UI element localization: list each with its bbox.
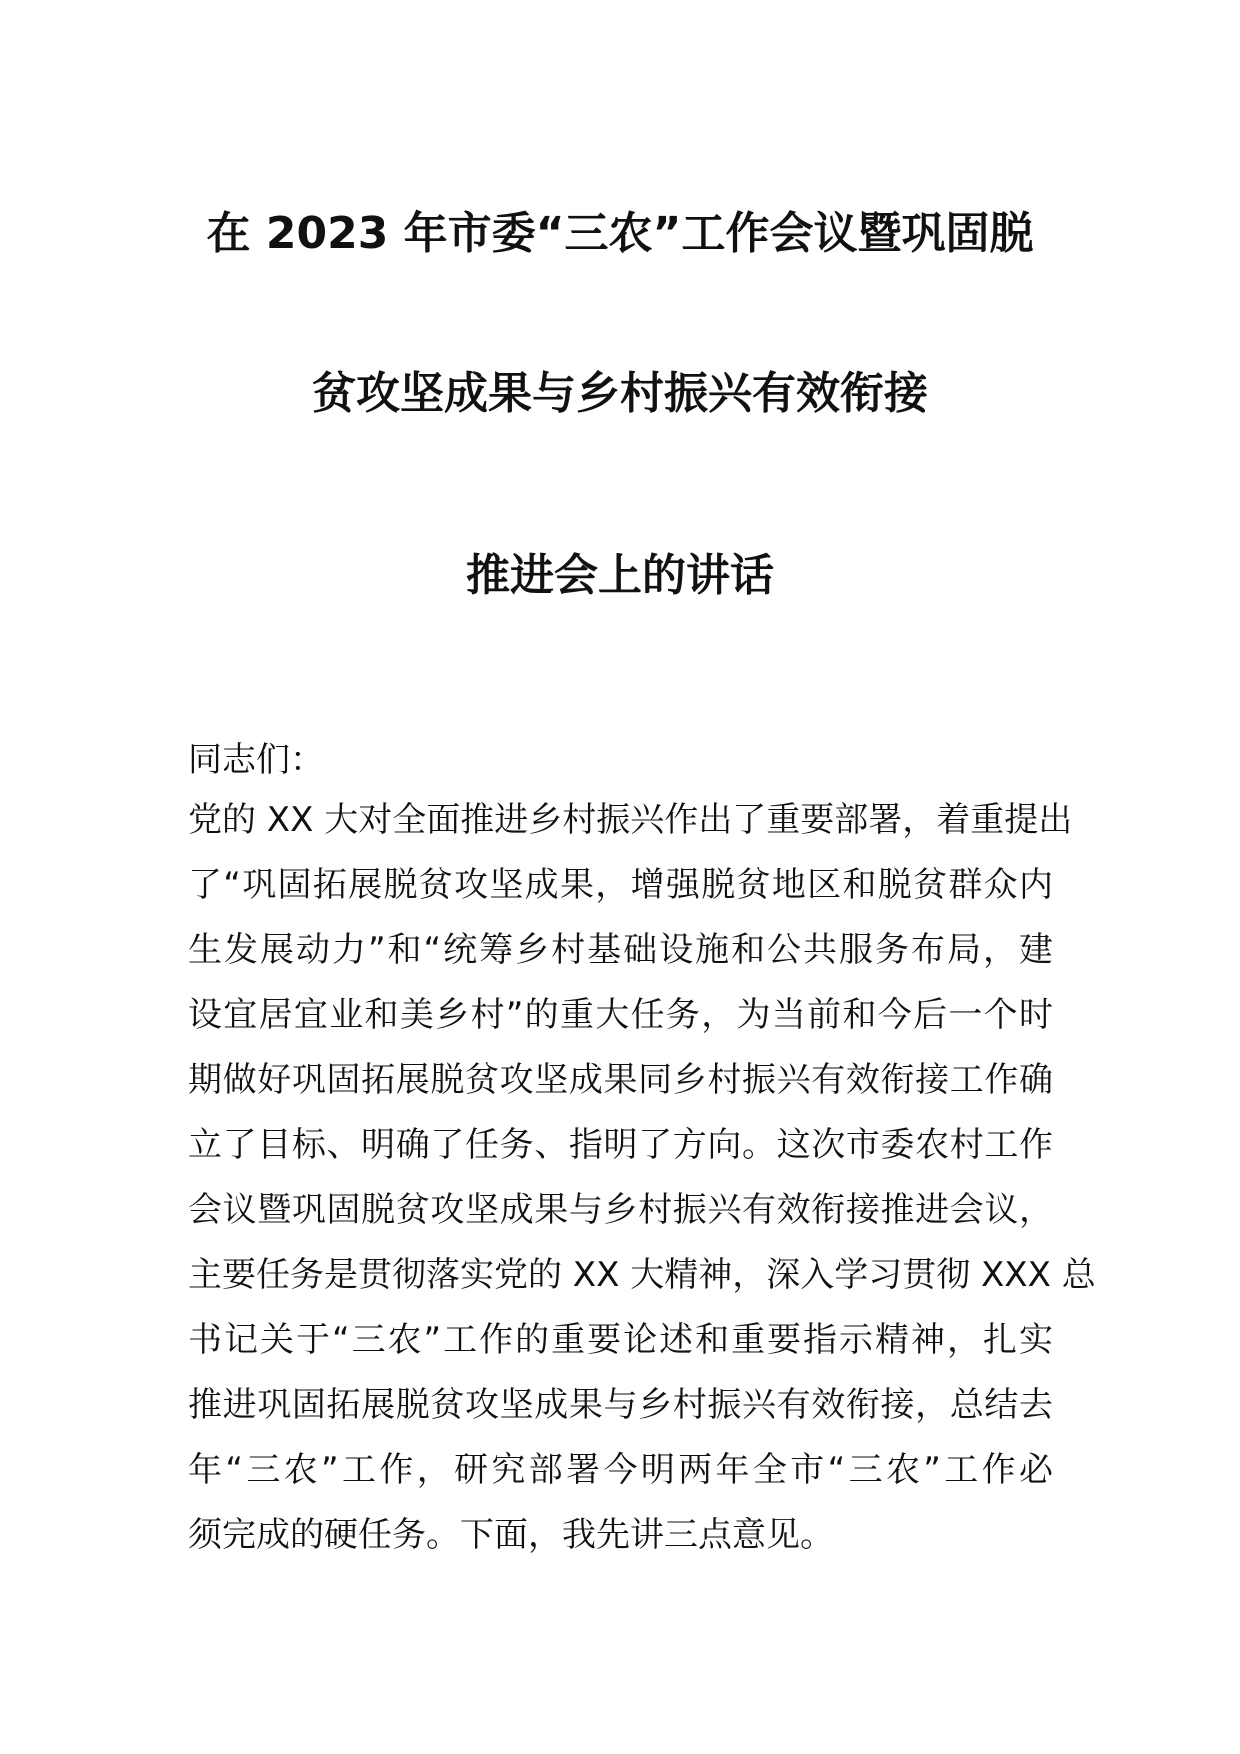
body-line: 会议暨巩固脱贫攻坚成果与乡村振兴有效衔接推进会议， [188, 1190, 1053, 1230]
salutation: 同志们： [188, 740, 324, 780]
title-line-3: 推进会上的讲话 [466, 550, 774, 601]
body-line: 主要任务是贯彻落实党的 XX 大精神，深入学习贯彻 XXX 总 [188, 1255, 1096, 1295]
body-line: 设宜居宜业和美乡村”的重大任务，为当前和今后一个时 [188, 995, 1053, 1035]
body-line: 须完成的硬任务。下面，我先讲三点意见。 [188, 1515, 834, 1555]
body-line: 生发展动力”和“统筹乡村基础设施和公共服务布局，建 [188, 930, 1053, 970]
title-line-1: 在 2023 年市委“三农”工作会议暨巩固脱 [206, 208, 1034, 259]
title-line-2: 贫攻坚成果与乡村振兴有效衔接 [312, 368, 928, 419]
body-line: 了“巩固拓展脱贫攻坚成果，增强脱贫地区和脱贫群众内 [188, 865, 1053, 905]
body-line: 书记关于“三农”工作的重要论述和重要指示精神，扎实 [188, 1320, 1053, 1360]
body-line: 推进巩固拓展脱贫攻坚成果与乡村振兴有效衔接，总结去 [188, 1385, 1053, 1425]
body-line: 党的 XX 大对全面推进乡村振兴作出了重要部署，着重提出 [188, 800, 1073, 840]
body-line: 年“三农”工作，研究部署今明两年全市“三农”工作必 [188, 1450, 1053, 1490]
body-line: 期做好巩固拓展脱贫攻坚成果同乡村振兴有效衔接工作确 [188, 1060, 1053, 1100]
body-line: 立了目标、明确了任务、指明了方向。这次市委农村工作 [188, 1125, 1053, 1165]
